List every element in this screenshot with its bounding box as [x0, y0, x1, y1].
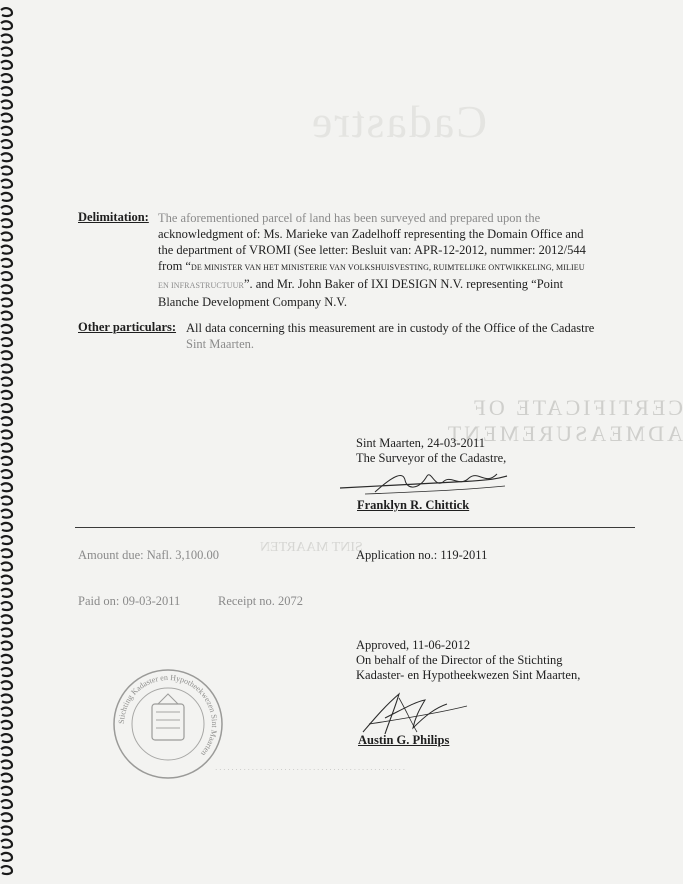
bleed-through-title: CERTIFICATE OF ADMEASUREMENT — [444, 395, 683, 446]
binding-coil — [1, 523, 12, 531]
binding-coil — [1, 642, 12, 650]
other-particulars-label: Other particulars: — [78, 320, 177, 334]
binding-coil — [1, 774, 12, 782]
application-number: Application no.: 119-2011 — [356, 548, 488, 562]
binding-coil — [1, 655, 12, 663]
binding-coil — [1, 325, 12, 333]
binding-coil — [1, 48, 12, 56]
binding-coil — [1, 61, 12, 69]
delimitation-text — [158, 210, 586, 310]
svg-text:Stichting Kadaster en Hypothee — [117, 673, 219, 758]
section-divider — [75, 527, 635, 528]
binding-coil — [1, 457, 12, 465]
binding-coil — [1, 483, 12, 491]
delimitation-line-4b: DE MINISTER VAN HET MINISTERIE VAN VOLKSHUISVESTING, RUIMTELIJKE ONTWIKKELING, MILIEU — [190, 263, 585, 272]
binding-coil — [1, 563, 12, 571]
binding-coil — [1, 35, 12, 43]
binding-coil — [1, 827, 12, 835]
binding-coil — [1, 87, 12, 95]
footnote-faint: · · · · · · · · · · · · · · · · · · · · · · · · · · · · · · · · · · · · · · · · · · · · · · · — [215, 766, 406, 774]
binding-coil — [1, 840, 12, 848]
bleed-through-district: SINT MAARTEN — [260, 540, 363, 555]
binding-coil — [1, 180, 12, 188]
binding-coil — [1, 497, 12, 505]
binding-coil — [1, 193, 12, 201]
other-particulars-line-1: All data concerning this measurement are in custody of the Office of the Cadastre — [186, 321, 595, 335]
delimitation-line-5a: EN INFRASTRUCTUUR — [158, 281, 244, 290]
binding-coil — [1, 167, 12, 175]
surveyor-name: Franklyn R. Chittick — [357, 498, 470, 512]
seal-text: Stichting Kadaster en Hypotheekwezen Sint Maarten — [116, 672, 220, 758]
binding-coil — [1, 74, 12, 82]
surveyor-place-date: Sint Maarten, 24-03-2011 — [356, 436, 486, 450]
paid-on: Paid on: 09-03-2011 — [78, 594, 181, 608]
binding-coil — [1, 246, 12, 254]
binding-coil — [1, 153, 12, 161]
binding-coil — [1, 299, 12, 307]
delimitation-line-4a: from “ — [158, 259, 191, 273]
binding-coil — [1, 351, 12, 359]
binding-coil — [1, 206, 12, 214]
binding-coil — [1, 417, 12, 425]
binding-coil — [1, 219, 12, 227]
binding-coil — [1, 404, 12, 412]
binding-coil — [1, 576, 12, 584]
delimitation-line-1: The aforementioned parcel of land has been surveyed and prepared upon the — [158, 211, 541, 225]
receipt-number: Receipt no. 2072 — [218, 594, 304, 608]
approval-date: Approved, 11-06-2012 — [356, 638, 471, 652]
binding-coil — [1, 338, 12, 346]
binding-coil — [1, 761, 12, 769]
director-name: Austin G. Philips — [358, 733, 450, 747]
binding-coil — [1, 285, 12, 293]
delimitation-line-5b: ”. and Mr. John Baker of IXI DESIGN N.V. representing “Point — [243, 277, 564, 291]
binding-coil — [1, 431, 12, 439]
binding-coil — [1, 510, 12, 518]
binding-coil — [1, 444, 12, 452]
binding-coil — [1, 391, 12, 399]
binding-coil — [1, 470, 12, 478]
binding-coil — [1, 272, 12, 280]
delimitation-line-6: Blanche Development Company N.V. — [158, 295, 347, 309]
binding-coil — [1, 312, 12, 320]
delimitation-line-2: acknowledgment of: Ms. Marieke van Zadelhoff representing the Domain Office and — [158, 227, 584, 241]
approval-line-1: On behalf of the Director of the Stichting — [356, 653, 563, 667]
binding-coil — [1, 259, 12, 267]
binding-coil — [1, 536, 12, 544]
binding-coil — [1, 629, 12, 637]
binding-coil — [1, 140, 12, 148]
binding-coil — [1, 615, 12, 623]
official-seal — [112, 668, 224, 780]
binding-coil — [1, 114, 12, 122]
binding-coil — [1, 853, 12, 861]
delimitation-label: Delimitation: — [78, 210, 149, 224]
bleed-through-heading: Cadastre — [310, 96, 487, 147]
binding-coil — [1, 695, 12, 703]
binding-coil — [1, 378, 12, 386]
binding-coil — [1, 734, 12, 742]
binding-coil — [1, 800, 12, 808]
binding-coil — [1, 866, 12, 874]
approval-line-2: Kadaster- en Hypotheekwezen Sint Maarten, — [356, 668, 581, 682]
other-particulars-line-2: Sint Maarten. — [186, 337, 255, 351]
binding-coil — [1, 8, 12, 16]
spiral-binding — [0, 0, 14, 884]
binding-coil — [1, 233, 12, 241]
binding-coil — [1, 101, 12, 109]
binding-coil — [1, 549, 12, 557]
binding-coil — [1, 589, 12, 597]
binding-coil — [1, 365, 12, 373]
binding-coil — [1, 681, 12, 689]
binding-coil — [1, 602, 12, 610]
amount-due: Amount due: Nafl. 3,100.00 — [78, 548, 219, 562]
binding-coil — [1, 21, 12, 29]
surveyor-title: The Surveyor of the Cadastre, — [356, 451, 507, 465]
binding-coil — [1, 668, 12, 676]
surveyor-signature — [335, 468, 515, 500]
binding-coil — [1, 747, 12, 755]
delimitation-line-3: the department of VROMI (See letter: Besluit van: APR-12-2012, nummer: 2012/544 — [158, 243, 586, 257]
binding-coil — [1, 813, 12, 821]
binding-coil — [1, 708, 12, 716]
director-signature — [355, 688, 475, 738]
binding-coil — [1, 721, 12, 729]
binding-coil — [1, 127, 12, 135]
other-particulars-text — [186, 320, 594, 352]
binding-coil — [1, 787, 12, 795]
